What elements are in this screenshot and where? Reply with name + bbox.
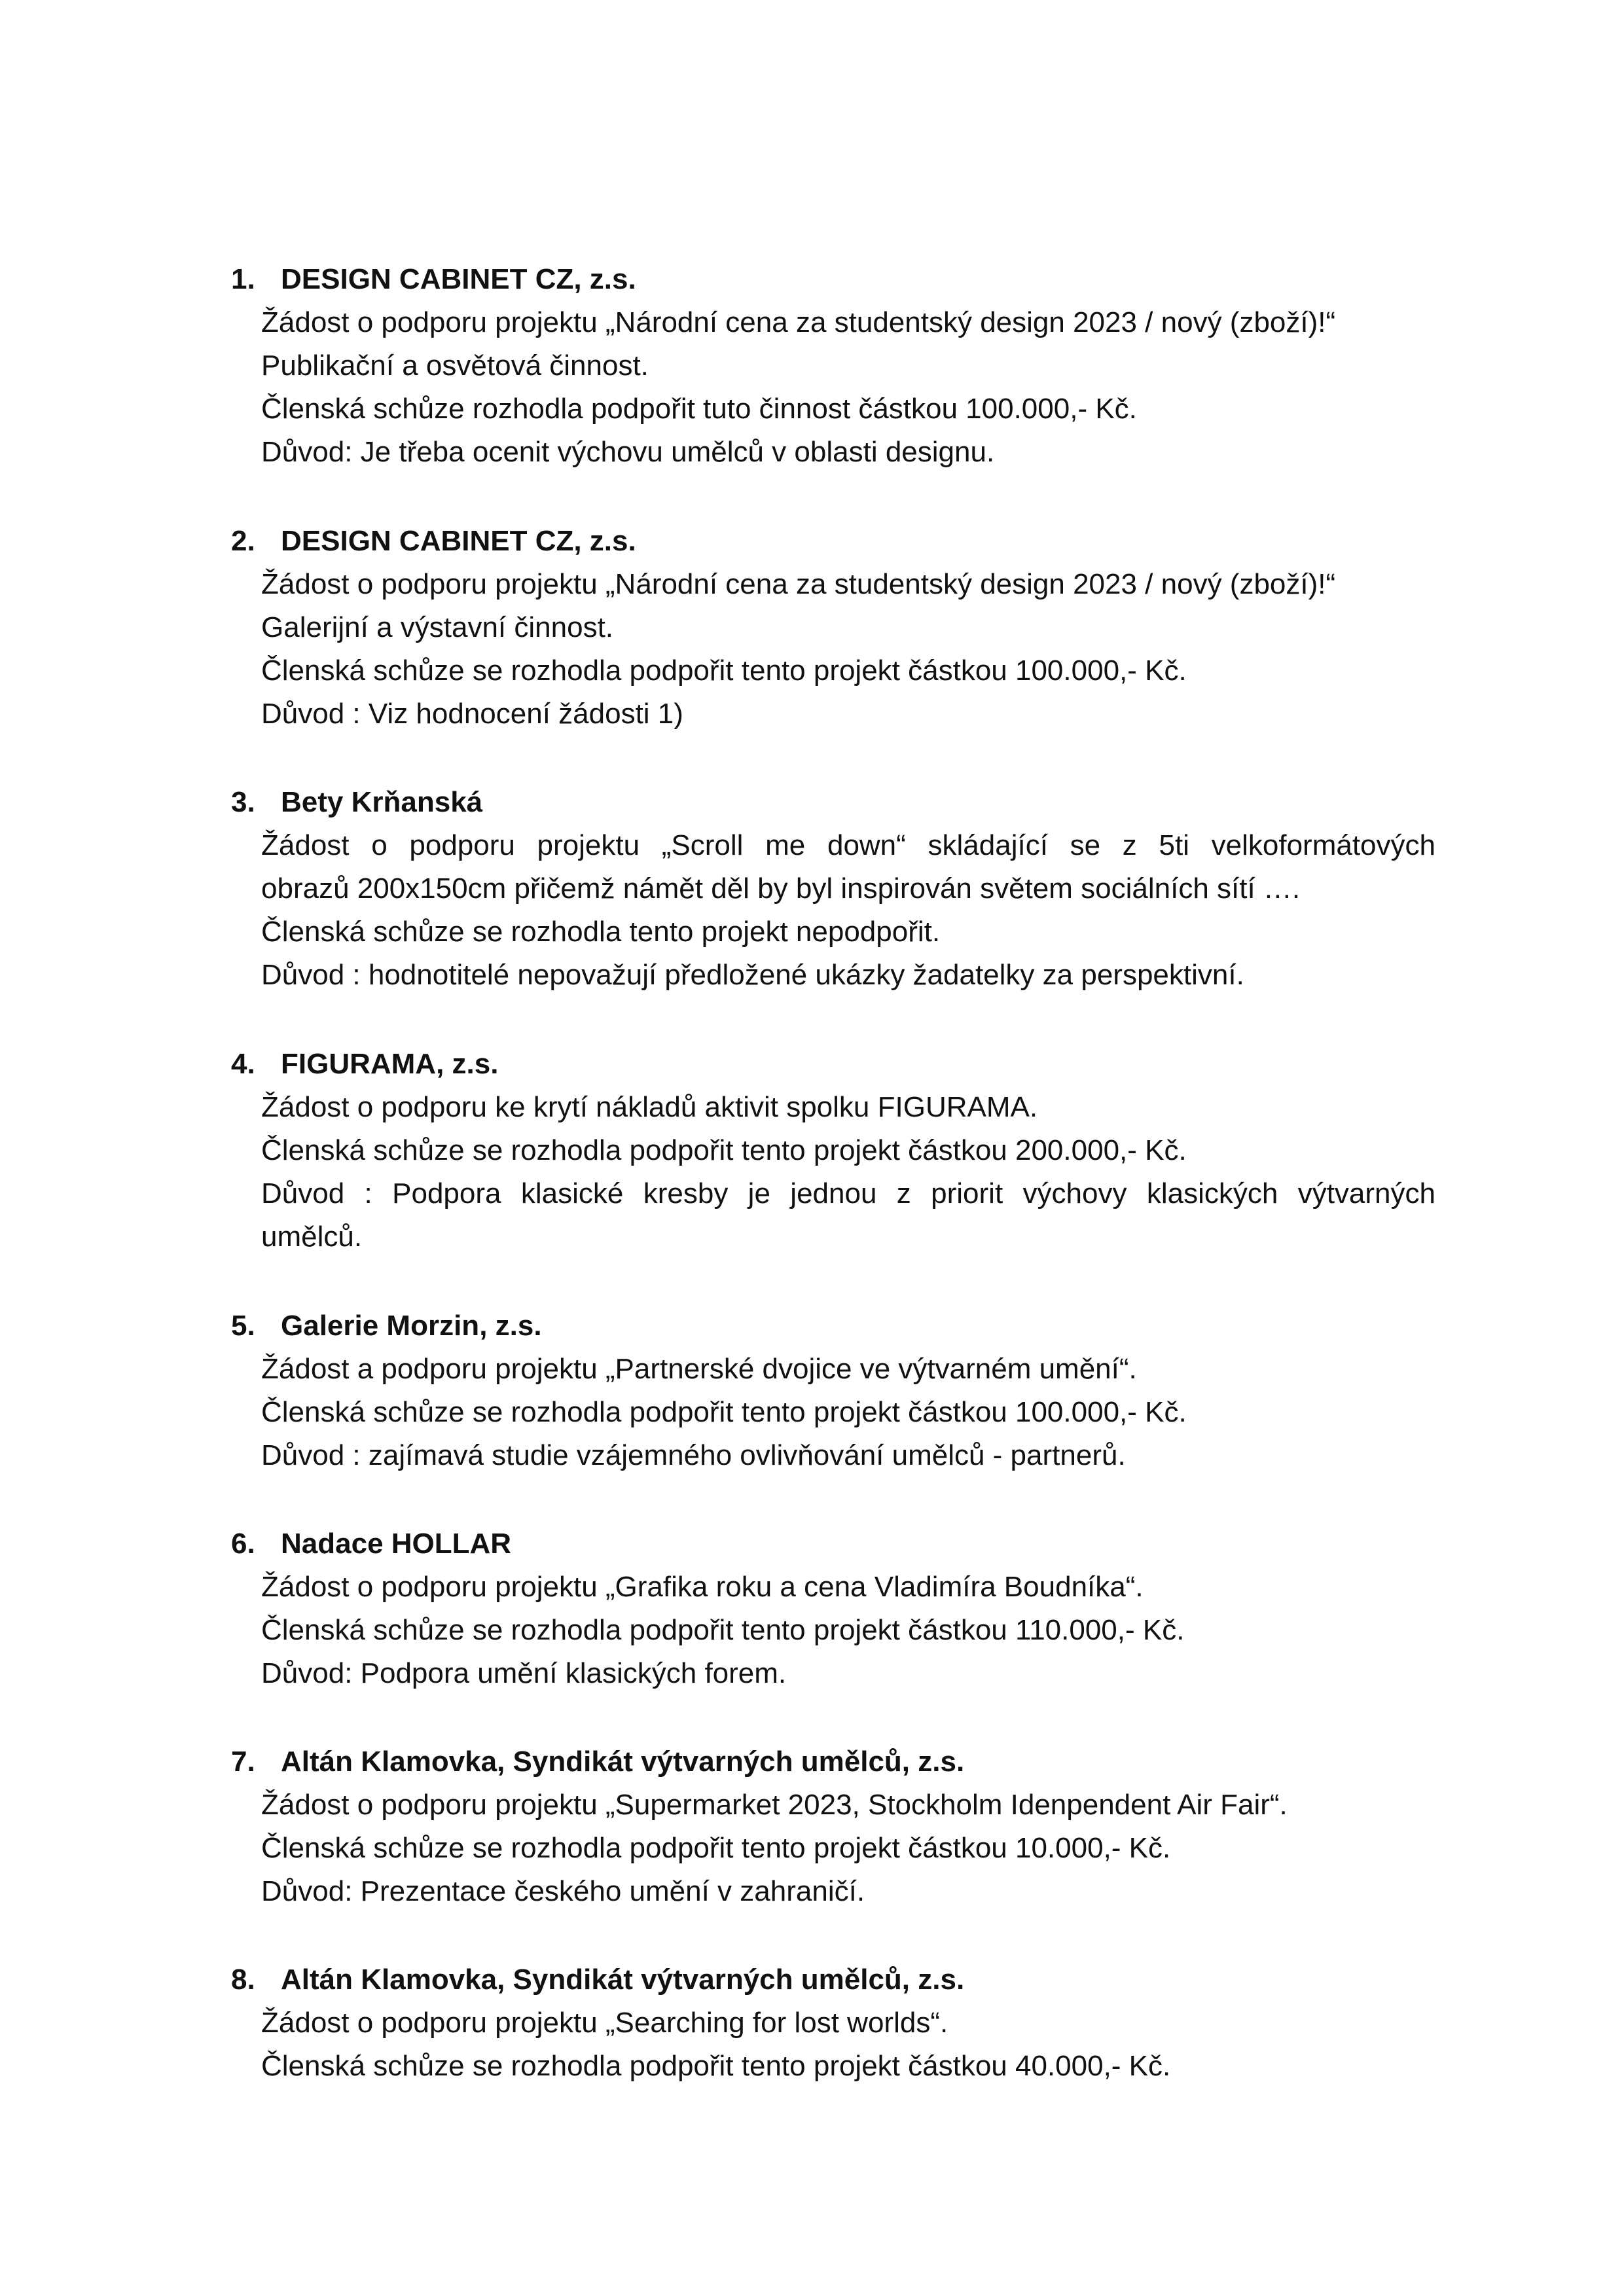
item-decision-line: Členská schůze se rozhodla tento projekt nepodpořit. bbox=[261, 916, 941, 948]
item-decision-line: Členská schůze se rozhodla podpořit tento projekt částkou 110.000,- Kč. bbox=[261, 1614, 1185, 1646]
item-decision-line: Členská schůze rozhodla podpořit tuto činnost částkou 100.000,- Kč. bbox=[261, 393, 1137, 425]
item-decision-line: Členská schůze se rozhodla podpořit tento projekt částkou 100.000,- Kč. bbox=[261, 1396, 1187, 1428]
item-heading bbox=[231, 1522, 1435, 1566]
item-request-line: Žádost o podporu ke krytí nákladů aktivit spolku FIGURAMA. bbox=[261, 1091, 1038, 1123]
item-heading bbox=[231, 520, 1435, 563]
item-title: Nadace HOLLAR bbox=[281, 1528, 512, 1560]
grant-item-8 bbox=[231, 1958, 1435, 2088]
grant-item-4 bbox=[231, 1043, 1435, 1259]
item-number: 5. bbox=[231, 1310, 255, 1342]
item-number: 7. bbox=[231, 1746, 255, 1778]
item-heading bbox=[231, 1958, 1435, 2001]
grant-item-1 bbox=[231, 258, 1435, 474]
item-number: 8. bbox=[231, 1964, 255, 1996]
item-decision-line: Členská schůze se rozhodla podpořit tento projekt částkou 200.000,- Kč. bbox=[261, 1134, 1187, 1166]
item-number: 4. bbox=[231, 1048, 255, 1080]
item-title: FIGURAMA, z.s. bbox=[281, 1048, 499, 1080]
item-number: 6. bbox=[231, 1528, 255, 1560]
item-title: DESIGN CABINET CZ, z.s. bbox=[281, 525, 636, 557]
item-decision-line: Členská schůze se rozhodla podpořit tento projekt částkou 100.000,- Kč. bbox=[261, 655, 1187, 687]
item-decision-line: Členská schůze se rozhodla podpořit tento projekt částkou 40.000,- Kč. bbox=[261, 2050, 1171, 2082]
item-reason-line: Důvod : zajímavá studie vzájemného ovlivňování umělců - partnerů. bbox=[261, 1439, 1126, 1471]
item-number: 1. bbox=[231, 263, 255, 295]
item-reason-line: Důvod: Prezentace českého umění v zahraničí. bbox=[261, 1875, 865, 1907]
item-decision-line: Členská schůze se rozhodla podpořit tento projekt částkou 10.000,- Kč. bbox=[261, 1832, 1171, 1864]
grant-item-3 bbox=[231, 781, 1435, 997]
item-heading bbox=[231, 781, 1435, 824]
item-reason-line: Důvod : hodnotitelé nepovažují předložené ukázky žadatelky za perspektivní. bbox=[261, 959, 1244, 991]
item-request-line: Žádost o podporu projektu „Grafika roku a cena Vladimíra Boudníka“. bbox=[261, 1571, 1144, 1603]
item-heading bbox=[231, 1740, 1435, 1784]
item-reason-line: Důvod: Je třeba ocenit výchovu umělců v oblasti designu. bbox=[261, 436, 995, 468]
item-title: Altán Klamovka, Syndikát výtvarných umělců, z.s. bbox=[281, 1964, 965, 1996]
item-heading bbox=[231, 258, 1435, 301]
item-request-line: Žádost o podporu projektu „Scroll me down“ skládající se z 5ti velkoformátových bbox=[261, 829, 1435, 861]
item-reason-line: Důvod : Podpora klasické kresby je jednou z priorit výchovy klasických výtvarných bbox=[261, 1177, 1435, 1210]
item-title: Bety Krňanská bbox=[281, 786, 483, 818]
grant-item-6 bbox=[231, 1522, 1435, 1695]
item-reason-line: Důvod: Podpora umění klasických forem. bbox=[261, 1657, 787, 1689]
grant-item-5 bbox=[231, 1304, 1435, 1477]
grant-item-7 bbox=[231, 1740, 1435, 1913]
item-request-line: Žádost o podporu projektu „Národní cena za studentský design 2023 / nový (zboží)!“ bbox=[261, 306, 1336, 338]
item-heading bbox=[231, 1043, 1435, 1086]
item-reason-line-continued: umělců. bbox=[261, 1221, 363, 1253]
item-request-line-continued: obrazů 200x150cm přičemž námět děl by byl inspirován světem sociálních sítí …. bbox=[261, 872, 1301, 905]
item-title: DESIGN CABINET CZ, z.s. bbox=[281, 263, 636, 295]
item-title: Galerie Morzin, z.s. bbox=[281, 1310, 542, 1342]
item-number: 2. bbox=[231, 525, 255, 557]
item-request-line: Žádost a podporu projektu „Partnerské dvojice ve výtvarném umění“. bbox=[261, 1353, 1137, 1385]
item-number: 3. bbox=[231, 786, 255, 818]
item-request-line: Žádost o podporu projektu „Národní cena za studentský design 2023 / nový (zboží)!“ bbox=[261, 568, 1336, 600]
grant-item-2 bbox=[231, 520, 1435, 736]
item-reason-line: Důvod : Viz hodnocení žádosti 1) bbox=[261, 698, 683, 730]
item-title: Altán Klamovka, Syndikát výtvarných umělců, z.s. bbox=[281, 1746, 965, 1778]
item-request-line: Žádost o podporu projektu „Searching for lost worlds“. bbox=[261, 2007, 948, 2039]
item-request-line: Žádost o podporu projektu „Supermarket 2023, Stockholm Idenpendent Air Fair“. bbox=[261, 1789, 1288, 1821]
item-activity-line: Publikační a osvětová činnost. bbox=[261, 350, 649, 382]
item-activity-line: Galerijní a výstavní činnost. bbox=[261, 611, 614, 643]
item-heading bbox=[231, 1304, 1435, 1348]
